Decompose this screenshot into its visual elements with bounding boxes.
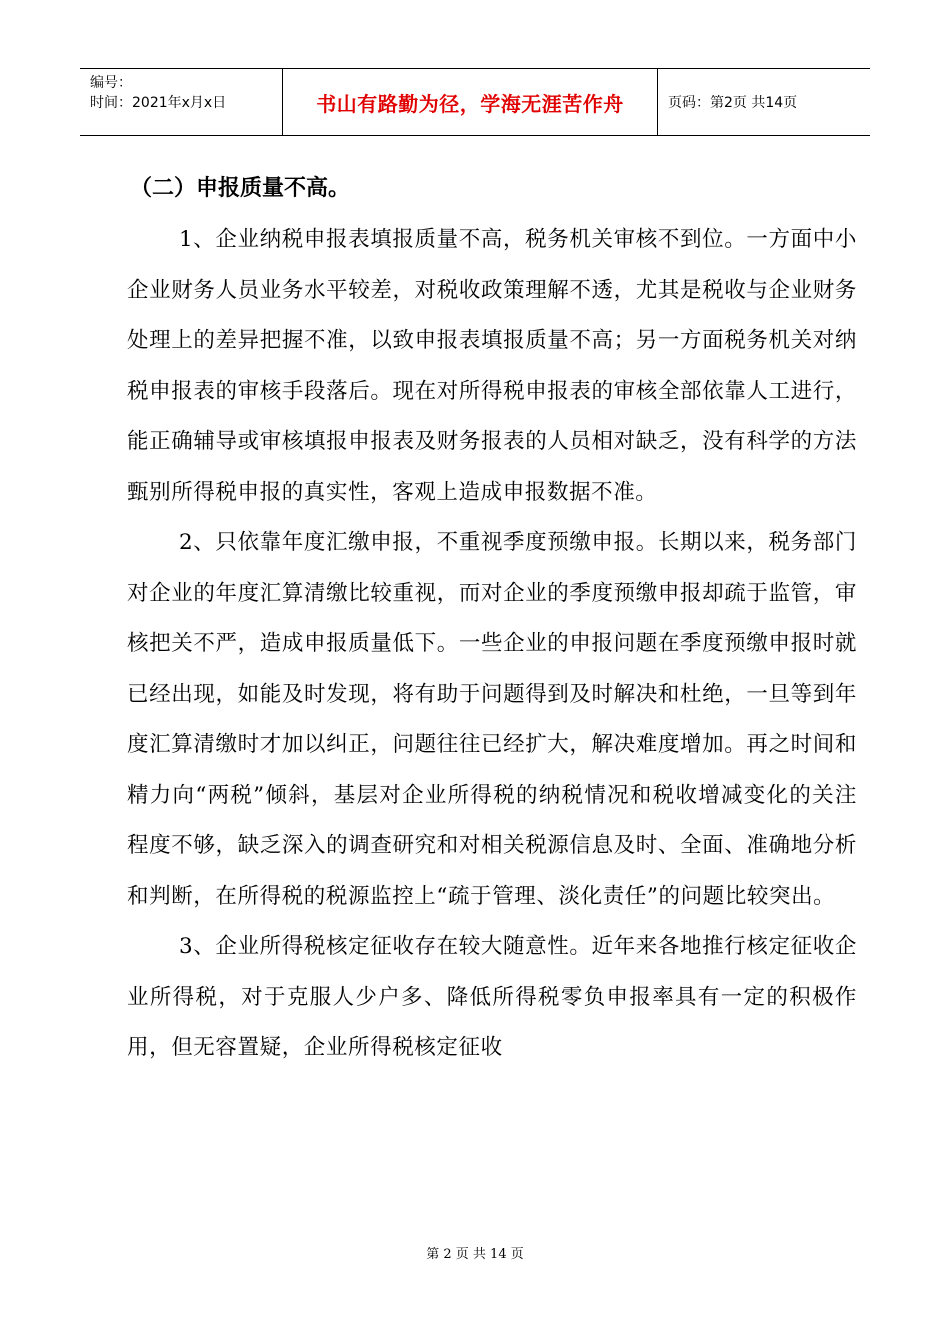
page-footer: 第 2 页 共 14 页 xyxy=(426,1247,524,1262)
header-meta xyxy=(80,69,283,135)
section-heading: （二）申报质量不高。 xyxy=(130,176,351,201)
header-page-info: 页码：第2页 共14页 xyxy=(668,95,798,111)
header-motto: 书山有路勤为径，学海无涯苦作舟 xyxy=(283,69,658,135)
document-body xyxy=(127,163,857,1074)
paragraph-2: 2、只依靠年度汇缴申报，不重视季度预缴申报。长期以来，税务部门对企业的年度汇算清缴比较重视，而对企业的季度预缴申报却疏于监管，审核把关不严，造成申报质量低下。一些企业的申报问题在季度预缴申报时就已经出现，如能及时发现，将有助于问题得到及时解决和杜绝，一旦等到年度汇算清缴时才加以纠正，问题往往已经扩大，解决难度增加。再之时间和精力向“两税”倾斜，基层对企业所得税的纳税情况和税收增减变化的关注程度不够，缺乏深入的调查研究和对相关税源信息及时、全面、准确地分析和判断，在所得税的税源监控上“疏于管理、淡化责任”的问题比较突出。 xyxy=(127,530,857,909)
number-label: 编号： xyxy=(90,75,132,91)
paragraph-1: 1、企业纳税申报表填报质量不高，税务机关审核不到位。一方面中小企业财务人员业务水平较差，对税收政策理解不透，尤其是税收与企业财务处理上的差异把握不准，以致申报表填报质量不高；另一方面税务机关对纳税申报表的审核手段落后。现在对所得税申报表的审核全部依靠人工进行，能正确辅导或审核填报申报表及财务报表的人员相对缺乏，没有科学的方法甄别所得税申报的真实性，客观上造成申报数据不准。 xyxy=(127,227,857,505)
time-label: 时间：2021年x月x日 xyxy=(90,95,227,111)
document-header xyxy=(80,68,870,136)
paragraph-3: 3、企业所得税核定征收存在较大随意性。近年来各地推行核定征收企业所得税，对于克服人少户多、降低所得税零负申报率具有一定的积极作用，但无容置疑，企业所得税核定征收 xyxy=(127,934,857,1060)
